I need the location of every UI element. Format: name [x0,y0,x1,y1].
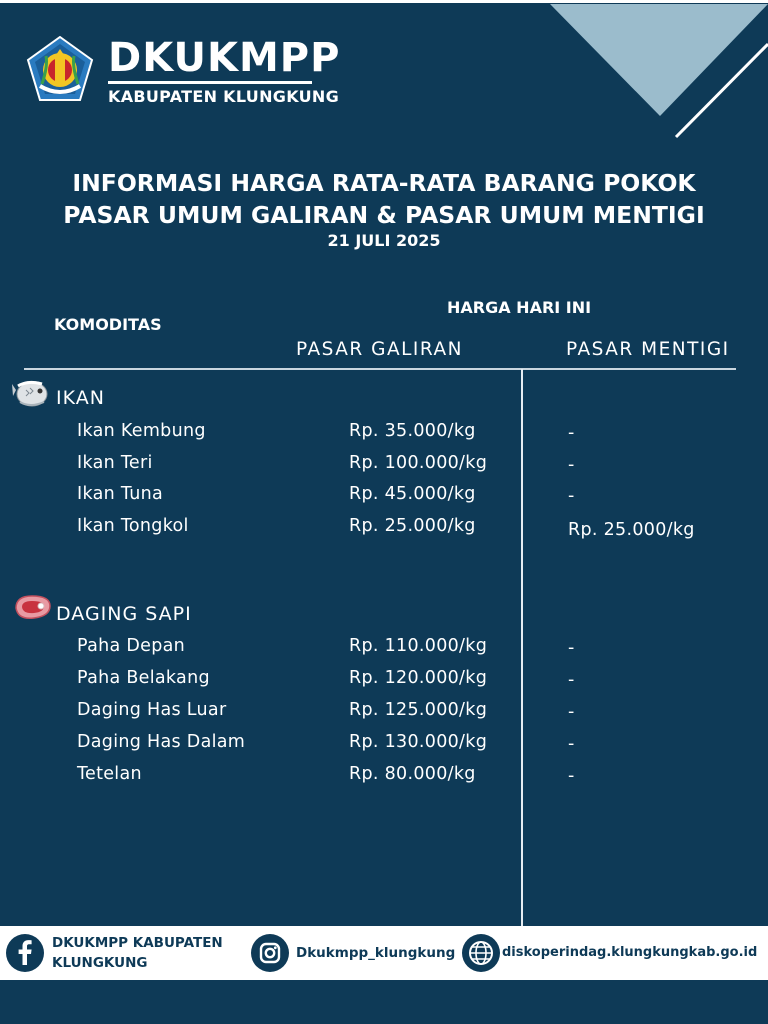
brand-subtitle: KABUPATEN KLUNGKUNG [108,87,340,106]
bottom-margin [0,980,768,1024]
item-name: Daging Has Luar [77,700,227,720]
category-ikan: IKAN [56,387,105,409]
instagram-icon[interactable] [251,934,289,972]
column-header-harga: HARGA HARI INI [447,298,592,317]
column-header-galiran: PASAR GALIRAN [296,339,463,360]
facebook-line-1: DKUKMPP KABUPATEN [52,935,223,951]
meat-icon [12,592,54,622]
globe-icon[interactable] [462,934,500,972]
item-name: Paha Belakang [77,668,210,688]
facebook-line-2: KLUNGKUNG [52,955,148,971]
price-galiran: Rp. 35.000/kg [349,421,476,441]
facebook-icon[interactable] [6,934,44,972]
table-header-divider [24,368,736,370]
price-mentigi: - [568,455,575,475]
corner-triangle [550,4,768,116]
item-name: Ikan Kembung [77,421,206,441]
price-mentigi: - [568,702,575,722]
price-galiran: Rp. 25.000/kg [349,516,476,536]
item-name: Daging Has Dalam [77,732,246,752]
column-header-mentigi: PASAR MENTIGI [566,339,730,360]
item-name: Paha Depan [77,636,186,656]
heading-line-1: INFORMASI HARGA RATA-RATA BARANG POKOK [72,169,696,197]
heading-date: 21 JULI 2025 [327,231,441,250]
price-mentigi: - [568,734,575,754]
item-name: Tetelan [77,764,142,784]
website-link[interactable]: diskoperindag.klungkungkab.go.id [502,945,758,960]
price-mentigi: - [568,423,575,443]
price-galiran: Rp. 110.000/kg [349,636,488,656]
facebook-link[interactable] [52,933,223,973]
brand-divider [108,81,312,84]
column-divider [521,369,523,926]
price-galiran: Rp. 130.000/kg [349,732,488,752]
price-galiran: Rp. 100.000/kg [349,453,488,473]
price-galiran: Rp. 45.000/kg [349,484,476,504]
price-mentigi: - [568,486,575,506]
klungkung-logo-icon [26,36,94,102]
fish-icon [12,376,50,412]
item-name: Ikan Teri [77,453,153,473]
column-header-komoditas: KOMODITAS [54,315,162,334]
item-name: Ikan Tuna [77,484,164,504]
price-mentigi: Rp. 25.000/kg [568,520,695,540]
heading-line-2: PASAR UMUM GALIRAN & PASAR UMUM MENTIGI [63,201,705,229]
item-name: Ikan Tongkol [77,516,189,536]
price-mentigi: - [568,670,575,690]
category-daging-sapi: DAGING SAPI [56,603,192,625]
price-mentigi: - [568,766,575,786]
price-galiran: Rp. 125.000/kg [349,700,488,720]
price-galiran: Rp. 120.000/kg [349,668,488,688]
brand [108,36,340,107]
price-galiran: Rp. 80.000/kg [349,764,476,784]
price-mentigi: - [568,638,575,658]
brand-title: DKUKMPP [108,35,341,81]
instagram-link[interactable]: Dkukmpp_klungkung [296,945,456,961]
footer [0,926,768,980]
